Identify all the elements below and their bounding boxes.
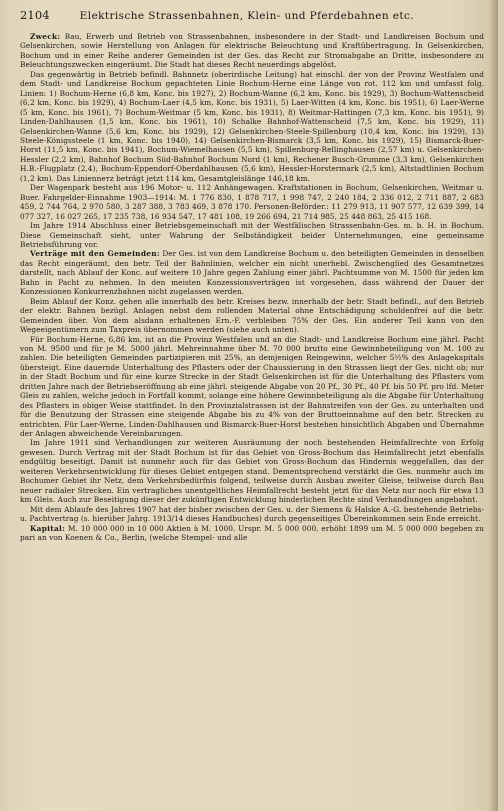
paragraph-text: Im Jahre 1911 sind Verhandlungen zur weiteren Ausräumung der noch bestehenden Heimfallrechte von Erfolg gewesen. Durch Vertrag mit der Stadt Bochum ist für das Gebiet von Gross-Bochum das Heimfallrecht jetzt ebenfalls endgültig beseitigt. Damit ist nunmehr auch für das Gebiet von Gross-Bochum das Hindernis weggefallen, das der weiteren Verkehrsentwicklung für dieses Gebiet entgegen stand. Dementsprechend verstärkt die Ges. nunmehr auch im Bochumer Gebiet ihr Netz, dem Verkehrsbedürfnis folgend, teilweise durch Ausbau zweiter Gleise, teilweise durch Bau neuer radialer Strecken. Ein vertragliches unentgeltliches Heimfallrecht besteht jetzt für das Netz nur noch für etwa 13 km Gleis. Auch zur Beseitigung dieser der zukünftigen Entwicklung hinderlichen Rechte sind Verhandlungen angebahnt.	[20, 438, 484, 505]
paragraph-kapital	[20, 524, 484, 543]
paragraph-pachtvertrag	[20, 505, 484, 524]
paragraph-heimfallrechte	[20, 438, 484, 504]
paragraph-text: Der Wagenpark besteht aus 196 Motor- u. 112 Anhängewagen. Kraftstationen in Bochum, Gelsenkirchen, Weitmar u. Buer. Fahrgelder-Einnahme 1903—1914: M. 1 776 830, 1 878 717, 1 998 747, 2 240 184, 2 336 012, 2 711 887, 2 683 459, 2 744 764, 2 970 580, 3 287 388, 3 783 469, 3 878 170. Personen-Beförder.: 11 279 913, 11 907 577, 12 639 399, 14 077 327, 16 027 265, 17 235 738, 16 934 547, 17 481 108, 19 266 694, 21 714 985, 25 448 863, 25 415 168.	[20, 183, 484, 221]
paragraph-text: M. 10 000 000 in 10 000 Aktien à M. 1000. Urspr. M. 5 000 000, erhöht 1899 um M. 5 000 000 begeben zu pari an von Koenen & Co., Berlin, (welche Stempel- und alle	[20, 523, 484, 543]
paragraph-text: Im Jahre 1914 Abschluss einer Betriebsgemeinschaft mit der Westfälischen Strassenbahn-Ges. m. b. H. in Bochum. Diese Gemeinschaft sieht, unter Wahrung der Selbständigkeit beider Unternehmungen, eine gemeinsame Betriebsführung vor.	[20, 221, 484, 249]
paragraph-text: Der Ges. ist von dem Landkreise Bochum u. den beteiligten Gemeinden in denselben das Recht eingeräumt, den betr. Teil der Bahnlinien, welcher ein nicht unerhebl. Zwischenglied des Gesamtnetzes darstellt, nach Ablauf der Konc. auf weitere 10 Jahre gegen Zahlung einer jährl. Pachtsumme von M. 1500 für jeden km Bahn in Pacht zu nehmen. In den meisten Konzessionsverträgen ist vorgesehen, dass während der Dauer der Konzessionen Konkurrenzbahnen nicht zugelassen werden.	[20, 249, 484, 297]
page-header	[20, 8, 484, 22]
paragraph-label: Verträge mit den Gemeinden:	[30, 249, 160, 259]
paragraph-text: Mit dem Ablaufe des Jahres 1907 hat der bisher zwischen der Ges. u. der Siemens & Halske A.-G. bestehende Betriebs- u. Pachtvertrag (s. hierüber Jahrg. 1913/14 dieses Handbuches) durch gegenseitiges Übereinkommen sein Ende erreicht.	[20, 504, 484, 524]
paragraph-ablauf-konz	[20, 297, 484, 335]
paragraph-betriebsgemeinschaft	[20, 221, 484, 249]
article-body	[20, 32, 484, 542]
book-page	[4, 0, 498, 811]
paragraph-label: Zweck:	[30, 32, 61, 41]
paragraph-vertraege	[20, 249, 484, 296]
paragraph-text: Das gegenwärtig in Betrieb befindl. Bahnnetz (oberirdische Leitung) hat einschl. der von der Provinz Westfalen und dem Stadt- und Landkreise Bochum gepachteten Linie Bochum-Herne eine Länge von rot. 112 km und umfasst folg. Linien: 1) Bochum-Herne (6,8 km, Konc. bis 1927), 2) Bochum-Wanne (6,2 km, Konc. bis 1929), 3) Bochum-Wattenscheid (6,2 km, Konc. bis 1929), 4) Bochum-Laer (4,5 km, Konc. bis 1931), 5) Laer-Witten (4 km, Konc. bis 1951), 6) Laer-Werne (5 km, Konc. bis 1961), 7) Bochum-Weitmar (5 km, Konc. bis 1931), 8) Weitmar-Hattingen (7,3 km, Konc. bis 1951), 9) Linden-Dahlhausen (1,5 km, Konc. bis 1961), 10) Schalke Bahnhof-Wattenscheid (7,5 km, Konc. bis 1929), 11) Gelsenkirchen-Wanne (5,6 km, Konc. bis 1929), 12) Gelsenkirchen-Steele-Spillenburg (10,4 km, Konc. bis 1929), 13) Steele-Königssteele (1 km, Konc. bis 1940), 14) Gelsenkirchen-Bismarck (3,5 km, Konc. bis 1929), 15) Bismarck-Buer-Horst (11,5 km, Konc. bis 1941), Bochum-Wiemelhausen (5,5 km), Spillenburg-Rellinghausen (2,57 km) u. Gelsenkirchen-Hessler (2,2 km), Bahnhof Bochum Süd-Bahnhof Bochum Nord (1 km), Rechener Busch-Grumme (3,3 km), Gelsenkirchen H.B.-Flugplatz (2,4), Bochum-Eppendorf-Oberdahlhausen (5,6 km), Hessler-Horstermark (2,5 km), Altstadtlinien Bochum (1,2 km). Das Linienneтz beträgt jetzt 114 km, Gesamtgleislänge 146,18 km.	[20, 69, 484, 183]
paragraph-bochum-herne	[20, 335, 484, 439]
paragraph-text: Für Bochum-Herne, 6,86 km, ist an die Provinz Westfalen und an die Stadt- und Landkreise Bochum eine jährl. Pacht von M. 9500 und für je M. 5000 jährl. Mehreinnahme über M. 70 000 brutto eine Gewinnbeteiligung von M. 100 zu zahlen. Die beteiligten Gemeinden partizipieren mit 25%, an demjenigen Reingewinn, welcher 5½% des Anlagekapitals übersteigt. Eine dauernde Unterhaltung des Pflasters oder der Chaussierung in den Strassen liegt der Ges. nicht ob; nur in der Stadt Bochum und für eine kurze Strecke in der Stadt Gelsenkirchen ist für die Unterhaltung des Pflasters vom dritten Jahre nach der Betriebseröffnung ab eine jährl. steigende Abgabe von 20 Pf., 30 Pf., 40 Pf. bis 50 Pf. pro lfd. Meter Gleis zu zahlen, welche jedoch in Fortfall kommt, solange eine höhere Gewinnbeteiligung als die Abgabe für Unterhaltung des Pflasters in obiger Weise stattfindet. In den Provinzialstrassen ist der Bahnstreifen von der Ges. zu unterhalten und für die Benutzung der Strassen eine steigende Abgabe bis zu 4% von der Bruttoeinnahme auf den betr. Strecken zu entrichten. Für Laer-Werne, Linden-Dahlhausen und Bismarck-Buer-Horst bestehen hinsichtlich Abgaben und Übernahme der Anlagen abweichende Vereinbarungen.	[20, 334, 484, 439]
page-spine-shadow	[488, 0, 498, 811]
paragraph-label: Kapital:	[30, 523, 66, 533]
paragraph-zweck	[20, 32, 484, 70]
page-number: 2104	[20, 8, 50, 22]
paragraph-text: Bau, Erwerb und Betrieb von Strassenbahnen, insbesondere in der Stadt- und Landkreisen Bochum und Gelsenkirchen, sowie Herstellung von Anlagen für elektrische Beleuchtung und Kraftübertragung. In Gelsenkirchen, Bochum und in einer Reihe anderer Gemeinden ist der Ges. das Recht zur Stromabgabe an Dritte, insbesondere zu Beleuchtungszwecken eingeräumt. Die Stadt hat dieses Recht neuerdings abgelöst.	[20, 32, 485, 70]
paragraph-wagenpark	[20, 183, 484, 221]
running-title: Elektrische Strassenbahnen, Klein- und Pferdebahnen etc.	[79, 10, 415, 22]
paragraph-bahnnetz	[20, 70, 484, 183]
paragraph-text: Beim Ablauf der Konz. gehen alle innerhalb des betr. Kreises bezw. innerhalb der betr. Stadt befindl., auf den Betrieb der elektr. Bahnen bezügl. Anlagen nebst dem rollenden Material ohne Entschädigung schuldenfrei auf die betr. Gemeinden über. Von dem alsdann erhaltenen Ern.-F. verbleiben 75% der Ges. Ein anderer Teil kann von den Wegeeigentümern zum Taxpreis übernommen werden (siehe auch unten).	[20, 296, 484, 335]
